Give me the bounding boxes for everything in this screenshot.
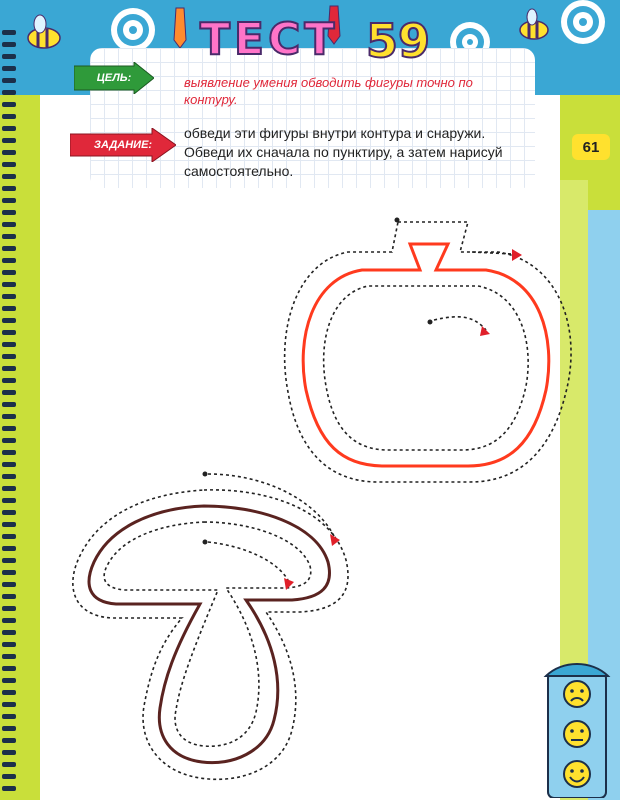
direction-arrow-icon <box>480 326 490 336</box>
mushroom-top-path <box>208 474 334 536</box>
apple-tracing-shape <box>285 218 571 483</box>
page-number: 61 <box>572 134 610 160</box>
apple-inner-dotted-path[interactable] <box>324 286 529 450</box>
self-assessment-panel <box>542 660 612 798</box>
start-dot <box>203 472 208 477</box>
neutral-face-icon[interactable] <box>564 721 590 747</box>
apple-outline <box>303 244 549 466</box>
goal-text: выявление умения обводить фигуры точно по контуру. <box>184 75 473 107</box>
direction-arrow-icon <box>330 534 340 546</box>
test-number: 59 <box>366 14 431 68</box>
start-dot <box>428 320 433 325</box>
sad-face-icon[interactable] <box>564 681 590 707</box>
start-dot <box>395 218 400 223</box>
mushroom-tracing-shape <box>73 472 348 780</box>
test-title: ТЕСТ <box>200 14 339 65</box>
goal-label: ЦЕЛЬ: <box>96 72 132 84</box>
task-text: обведи эти фигуры внутри контура и снаружи. Обведи их сначала по пунктиру, а затем нарисуй самостоятельно. <box>184 125 503 179</box>
happy-face-icon[interactable] <box>564 761 590 787</box>
start-dot <box>203 540 208 545</box>
apple-start-path <box>434 317 486 330</box>
mushroom-start-path <box>208 542 288 580</box>
task-label: ЗАДАНИЕ: <box>93 139 153 151</box>
